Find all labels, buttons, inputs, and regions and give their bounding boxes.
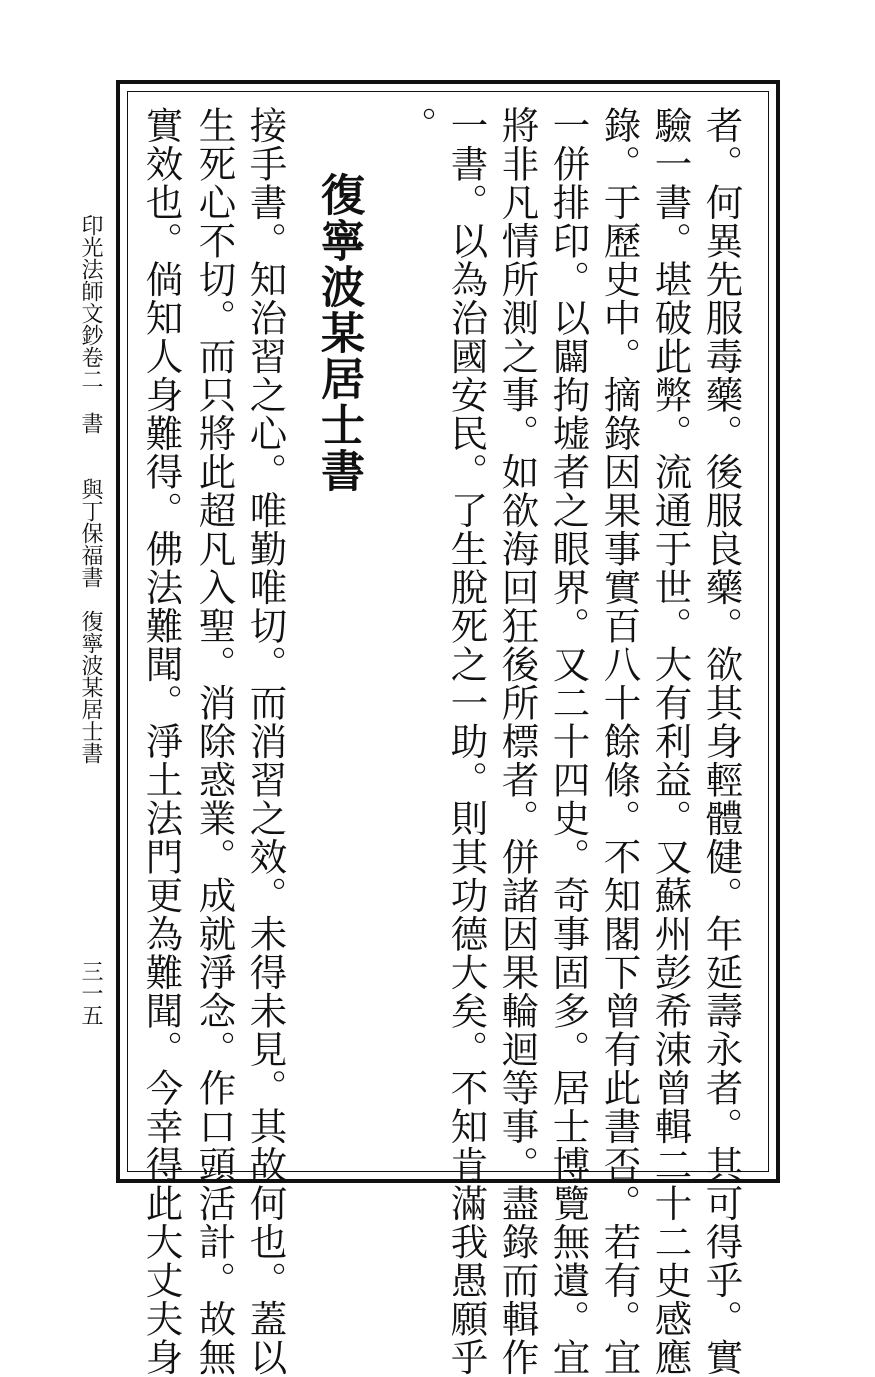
- text-column: 一併排印。以闢拘墟者之眼界。又二十四史。奇事固多。居士博覽無遺。宜: [546, 106, 591, 1377]
- text-column: 一書。以為治國安民。了生脫死之一助。則其功德大矣。不知肯滿我愚願乎: [444, 106, 489, 1377]
- text-column: 。: [393, 106, 438, 145]
- text-column: 實效也。倘知人身難得。佛法難聞。淨土法門更為難聞。今幸得此大丈夫身: [139, 106, 184, 1377]
- running-head: 印光法師文鈔卷二 書 與丁保福書 復寧波某居士書: [78, 214, 103, 764]
- text-column: 驗一書。堪破此弊。流通于世。大有利益。又蘇州彭希涑曾輯二十二史感應: [648, 106, 693, 1377]
- text-column: 接手書。知治習之心。唯勤唯切。而消習之效。未得未見。其故何也。蓋以: [243, 106, 288, 1377]
- text-column: 錄。于歷史中。摘錄因果事實百八十餘條。不知閣下曾有此書否。若有。宜: [597, 106, 642, 1377]
- text-column: 者。何異先服毒藥。後服良藥。欲其身輕體健。年延壽永者。其可得乎。實: [699, 106, 744, 1377]
- text-column: 生死心不切。而只將此超凡入聖。消除惑業。成就淨念。作口頭活計。故無: [192, 106, 237, 1377]
- letter-title: 復寧波某居士書: [313, 172, 364, 494]
- page-number: 三一五: [78, 960, 103, 1026]
- text-column: 將非凡情所測之事。如欲海回狂後所標者。併諸因果輪迴等事。盡錄而輯作: [495, 106, 540, 1377]
